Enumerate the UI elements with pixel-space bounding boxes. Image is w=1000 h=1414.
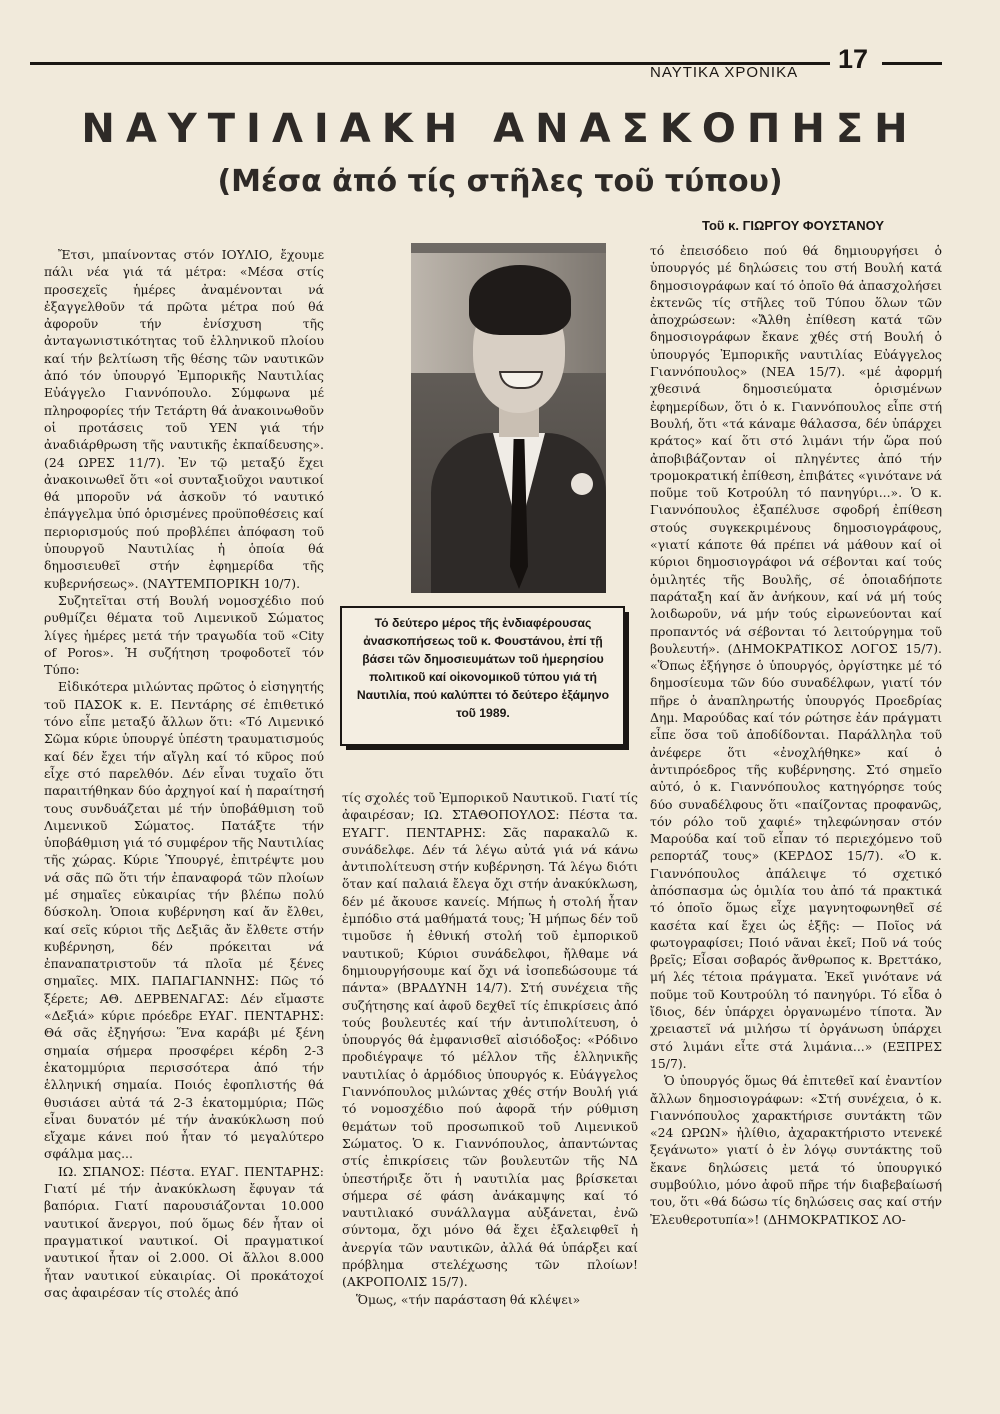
paragraph: Ὅμως, «τήν παράσταση θά κλέψει» — [356, 1291, 581, 1307]
paragraph: Ἔτσι, μπαίνοντας στόν ΙΟΥΛΙΟ, ἔχουμε πάλι νέα γιά τά μέτρα: «Μέσα στίς προσεχεῖς ἡμέρες ἀναμένονται νά ἐξαγγελθοῦν τά πρῶτα μέτρα πού θά ἀφοροῦν τήν ἐνίσχυση τῆς ἀνταγωνιστικότητας τοῦ ἑλληνικοῦ πλοίου καί τήν βελτίωση τῆς θέσης τῶν ναυτικῶν ἀπό τόν ὑπουργό Ἐμπορικῆς Ναυτιλίας Εὐάγγελο Γιαννόπουλο. Σύμφωνα μέ πληροφορίες τήν Τετάρτη θά ἀνακοινωθοῦν οἱ προτάσεις τοῦ ΥΕΝ γιά τήν ἀναδιάρθρωση τῆς ναυτικῆς ἐκπαίδευσης». (24 ΩΡΕΣ 11/7). Ἐν τῷ μεταξύ ἔχει ἀνακοινωθεῖ ὅτι «οἱ συνταξιοῦχοι ναυτικοί θά μποροῦν νά ἀσκοῦν τό ναυτικό ἐπάγγελμα ὑπό ὁρισμένες προϋποθέσεις καί περιορισμούς πού προβλέπει ἀπόφαση τοῦ ὑπουργοῦ Ναυτιλίας ἡ ὁποία θά δημοσιευθεῖ στήν ἐφημερίδα τῆς κυβερνήσεως». (ΝΑΥΤΕΜΠΟΡΙΚΗ 10/7). — [44, 247, 324, 591]
paragraph: τό ἐπεισόδειο πού θά δημιουργήσει ὁ ὑπουργός μέ δηλώσεις του στή Βουλή κατά δημοσιογράφων καί τό ὁποῖο θά ἀπασχολήσει ἐκτενῶς τίς στῆλες τοῦ Τύπου ὅλων τῶν ἀποχρώσεων: «Ἄλθη ἐπίθεση κατά τῶν δημοσιογράφων ἔκανε χθές στή Βουλή ὁ ὑπουργός Ἐμπορικῆς ναυτιλίας Εὐάγγελος Γιαννόπουλος» (ΝΕΑ 15/7). «μέ ἀφορμή χθεσινά δημοσιεύματα ὁρισμένων ἐφημερίδων, ὅτι ὁ κ. Γιαννόπουλος εἶπε στή Βουλή, ὅτι «τά κάναμε θάλασσα, δέν ὑπάρχει κράτος» καί ὅτι στό λιμάνι τήν ὥρα πού ἀποβιβάζονταν οἱ πληγέντες ἀπό τήν τρομοκρατική ἐπίθεση, ἐπιβάτες «γινότανε νά ποῦμε τοῦ Κοτρούλη τό πανηγύρι...». Ὁ κ. Γιαννόπουλος ἐξαπέλυσε σφοδρή ἐπίθεση στούς συγκεκριμένους δημοσιογράφους, «γιατί κάποτε θά πρέπει νά μάθουν καί οἱ κύριοι δημοσιογράφοι νά σέβονται καί τούς ὁμιλητές τῆς Βουλῆς, σέ ὁποιαδήποτε παράταξη καί ἄν ἀνήκουν, καί νά μή τούς λοιδωροῦν, νά μήν τούς εἰρωνεύονται καί προπαντός νά σέβονται τό λειτούργημα τοῦ βουλευτή». (ΔΗΜΟΚΡΑΤΙΚΟΣ ΛΟΓΟΣ 15/7). «Ὅπως ἐξήγησε ὁ ὑπουργός, ὀργίστηκε μέ τό δημοσίευμα τῶν δύο συναδέλφων, γιατί τόν πῆρε ὁ ἀναπληρωτής ὑπουργός Προεδρίας Δημ. Μαρούδας καί τόν ρώτησε ἐάν πράγματι εἶπε ὅσα τοῦ ἀποδίδονται. Παράλληλα τοῦ ἀνέφερε ὅτι «ἐνοχλήθηκε» καί ὁ ἀντιπρόεδρος τῆς κυβέρνησης. Στό σημεῖο αὐτό, ὁ κ. Γιαννόπουλος κατηγόρησε τούς δύο συναδέλφους ὅτι «παίζοντας προφανῶς, τόν ρόλο τοῦ χαφιέ» τηλεφώνησαν στόν Μαρούδα καί τοῦ εἶπαν τό περιεχόμενο τοῦ ρεπορτάζ τους» (ΚΕΡΔΟΣ 15/7). «Ὁ κ. Γιαννόπουλος ἀπάλειψε τό σχετικό ἀπόσπασμα ὡς ὁμιλία του ἀπό τά πρακτικά τό ὁποῖο ὅμως εἶχε μαγνητοφωνηθεῖ σέ κασέτα καί ἔχει ὡς ἑξῆς: — Ποῖος νά φωτογραφίσει; Ποιό νᾶναι ἐκεῖ; Ποῦ νά τούς βρεῖς; Εἶσαι σοβαρός ἄνθρωπος κ. Βρεττάκο, μή λές τέτοια πράγματα. Ἐκεῖ γινότανε νά ποῦμε τοῦ Κουτρούλη τό πανηγύρι. Τό εἶδα ὁ ἴδιος, δέν ὑπάρχει ὀργανωμένο τίποτα. Ἄν χρειαστεῖ νά μιλήσω τί ὀργάνωση ὑπάρχει στό λιμάνι εἶτε στά λιμάνια...» (ΕΞΠΡΕΣ 15/7). — [650, 243, 942, 1071]
magazine-name: ΝΑΥΤΙΚΑ ΧΡΟΝΙΚΑ — [650, 64, 799, 81]
article-title: ΝΑΥΤΙΛΙΑΚΗ ΑΝΑΣΚΟΠΗΣΗ — [81, 106, 919, 152]
header-rule-right — [882, 62, 942, 65]
paragraph: ΙΩ. ΣΠΑΝΟΣ: Πέστα. ΕΥΑΓ. ΠΕΝΤΑΡΗΣ: Γιατί μέ τήν ἀνακύκλωση ἔφυγαν τά βαπόρια. Γιατί παρουσιάζονται 10.000 ναυτικοί ἄνεργοι, πού ὅμως δέν ἦταν οἱ πραγματικοί ναυτικοί. Οἱ πραγματικοί ναυτικοί ἦταν οἱ 2.000. Οἱ ἄλλοι 8.000 ἦταν ναυτικοί εὐκαιρίας. Οἱ προκάτοχοί σας ἀφαιρέσαν τίς στολές ἀπό — [44, 1163, 324, 1300]
page-number: 17 — [838, 44, 869, 74]
photo-boutonniere — [571, 473, 593, 495]
portrait-photo — [411, 243, 606, 593]
paragraph: Ὁ ὑπουργός ὅμως θά ἐπιτεθεῖ καί ἐναντίον ἄλλων δημοσιογράφων: «Στή συνέχεια, ὁ κ. Γιαννόπουλος χαρακτήρισε συντάκτη τῶν «24 ΩΡΩΝ» ἠλίθιο, ἀχαρακτήριστο ντενεκέ ξεγάνωτο» γιατί ὁ ἐν λόγῳ συντάκτης τοῦ ἔκανε δηλώσεις μετά τό ὑπουργικό συμβούλιο, μόνο ἀφοῦ πῆρε τήν διαβεβαίωσή του, ὅτι «θά δώσω τίς δηλώσεις σας καί στήν Ἐλευθεροτυπία»! (ΔΗΜΟΚΡΑΤΙΚΟΣ ΛΟ- — [650, 1073, 942, 1227]
paragraph: Συζητεῖται στή Βουλή νομοσχέδιο πού ρυθμίζει θέματα τοῦ Λιμενικοῦ Σώματος λίγες ἡμέρες μετά τήν τραγωδία τοῦ «City of Poros». Ἡ συζήτηση τροφοδοτεῖ τόν Τύπο: — [44, 592, 324, 678]
column-1 — [44, 246, 324, 1406]
byline: Τοῦ κ. ΓΙΩΡΓΟΥ ΦΟΥΣΤΑΝΟΥ — [702, 218, 884, 233]
paragraph: Εἰδικότερα μιλώντας πρῶτος ὁ εἰσηγητής τοῦ ΠΑΣΟΚ κ. Ε. Πεντάρης σέ ἐπιθετικό τόνο εἶπε μεταξύ ἄλλων ὅτι: «Τό Λιμενικό Σῶμα κύριε ὑπουργέ ὑπέστη τραυματισμούς καί δέν ἔχει τήν αἴγλη καί τό κῦρος πού εἶχε στό παρελθόν. Δέν εἶναι τυχαῖο ὅτι παραιτήθηκαν δύο ἀρχηγοί καί ἡ παραίτησή τους συνδυάζεται μέ τήν ὑποβάθμιση τοῦ Λιμενικοῦ Σώματος. Πατάξτε τήν ὑποβάθμιση γιά τό συμφέρον τῆς Ναυτιλίας τῆς χώρας. Κύριε Ὑπουργέ, ἐπιτρέψτε μου νά σᾶς πῶ ὅτι τήν ἐπαναφορά τῶν πλοίων μέ σημαῖες εὐκαιρίας τήν βλέπω πολύ δύσκολη. Ὁποια κυβέρνηση καί ἄν ἔλθει, καί σεῖς κύριοι τῆς Δεξιᾶς ἄν ἔλθετε στήν κυβέρνηση, δέν πρόκειται νά ἐπαναπατριστοῦν τά πλοῖα μέ ξένες σημαῖες. ΜΙΧ. ΠΑΠΑΓΙΑΝΝΗΣ: Πῶς τό ξέρετε; ΑΘ. ΔΕΡΒΕΝΑΓΑΣ: Δέν εἴμαστε «Δεξιά» κύριε πρόεδρε ΕΥΑΓ. ΠΕΝΤΑΡΗΣ: Θά σᾶς ἐξηγήσω: Ἕνα καράβι μέ ξένη σημαία σήμερα προσφέρει κέρδη 2-3 ἑκατομμύρια περισσότερα ἀπό τήν ἑλληνική σημαία. Ποιός ἐφοπλιστής θά θυσιάσει αὐτά τά 2-3 ἑκατομμύρια; Πῶς εἶναι δυνατόν μέ τήν ἀνακύκλωση πού εἴχαμε κάνει πού ἦταν τό μεγαλύτερο σφάλμα μας... — [44, 679, 324, 1162]
column-2 — [342, 789, 638, 1409]
paragraph: τίς σχολές τοῦ Ἐμπορικοῦ Ναυτικοῦ. Γιατί τίς ἀφαιρέσαν; ΙΩ. ΣΤΑΘΟΠΟΥΛΟΣ: Πέστα τα. ΕΥΑΓΓ. ΠΕΝΤΑΡΗΣ: Σᾶς παρακαλῶ κ. συνάδελφε. Δέν τά λέγω αὐτά γιά νά κάνω ἀντιπολίτευση στήν κυβέρνηση. Τά λέγω διότι ὅταν καί παλαιά ἔλεγα ὄχι στήν ἀνακύκλωση, δέν μέ ἄκουσε κανείς. Μήπως ἡ στολή ἦταν ἐμπόδιο στά μαθήματά τους; Ἡ μήπως δέν τοῦ τιμοῦσε ἡ ἐθνική στολή τοῦ ἐμπορικοῦ ναυτικοῦ; Κύριοι συνάδελφοι, ἤλθαμε νά δημιουργήσουμε καί ὄχι νά ἰσοπεδώσουμε τά πάντα» (ΒΡΑΔΥΝΗ 14/7). Στή συνέχεια τῆς συζήτησης καί ἀφοῦ δεχθεῖ τίς ἐπικρίσεις ἀπό τούς βουλευτές καί τήν ἀντιπολίτευση, ὁ ὑπουργός θά ἐμφανισθεῖ αἰσιόδοξος: «Ρόδινο προδιέγραψε τό μέλλον τῆς ἑλληνικῆς ναυτιλίας ὁ ἁρμόδιος ὑπουργός κ. Εὐάγγελος Γιαννόπουλος μιλώντας χθές στήν Βουλή γιά τό νομοσχέδιο πού ἀφορᾶ τήν ρύθμιση θεμάτων τοῦ προσωπικοῦ τοῦ Λιμενικοῦ Σώματος. Ὁ κ. Γιαννόπουλος, ἀπαντώντας στίς ἐπικρίσεις τῶν βουλευτῶν τῆς ΝΔ ὑπεστήριξε ὅτι ἡ ναυτιλία μας βρίσκεται σήμερα σέ φάση ἀνάκαμψης καί τό ναυτιλιακό συνάλλαγμα αὐξάνεται, ἐνῶ σύντομα, ὄχι μόνο θά ἔχει ἐξαλειφθεῖ ἡ ἀνεργία τῶν ναυτικῶν, ἀλλά θά ὑπάρξει καί πρόβλημα στελέχωσης τῶν πλοίων! (ΑΚΡΟΠΟΛΙΣ 15/7). — [342, 790, 638, 1290]
column-3 — [650, 242, 942, 1407]
photo-caption: Τό δεύτερο μέρος τῆς ἐνδιαφέρουσας ἀνασκοπήσεως τοῦ κ. Φουστάνου, ἐπί τῇ βάσει τῶν δημοσιευμάτων τοῦ ἡμερησίου πολιτικοῦ καί οἰκονομικοῦ τύπου γιά τή Ναυτιλία, πού καλύπτει τό δεύτερο ἑξάμηνο τοῦ 1989. — [356, 616, 610, 720]
photo-hair — [469, 265, 571, 335]
article-subtitle: (Μέσα ἀπό τίς στῆλες τοῦ τύπου) — [217, 164, 783, 199]
